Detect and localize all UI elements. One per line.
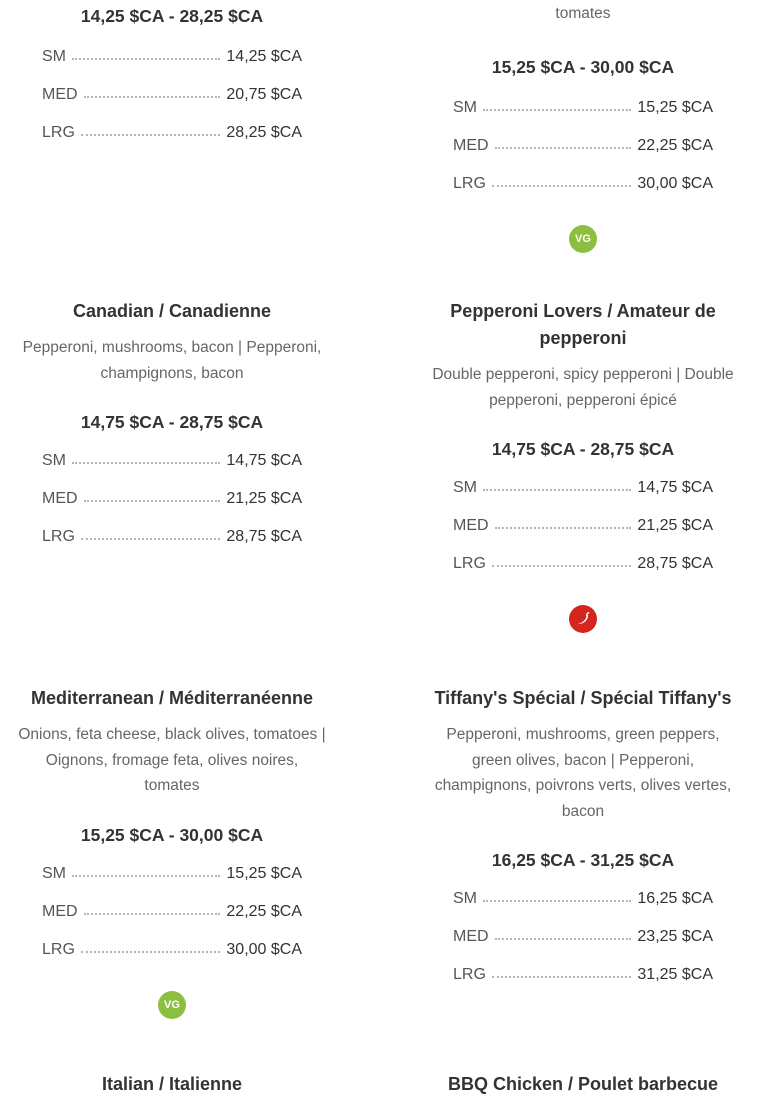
size-row-lrg — [453, 555, 713, 593]
price-range: 15,25 $CA - 30,00 $CA — [80, 824, 264, 845]
badge-text: VG — [575, 232, 591, 245]
size-row-med — [42, 86, 302, 124]
size-label: SM — [42, 864, 66, 882]
menu-item-card — [428, 1, 738, 253]
size-row-med — [453, 928, 713, 966]
size-label: SM — [42, 48, 66, 65]
dot-leader — [492, 976, 631, 978]
menu-item-card — [17, 685, 327, 1019]
dot-leader — [483, 900, 631, 902]
badge-text: VG — [164, 998, 180, 1011]
size-label: LRG — [42, 940, 75, 958]
size-label: MED — [42, 490, 78, 507]
size-price-list — [453, 890, 713, 1004]
dot-leader — [495, 938, 632, 940]
size-label: LRG — [42, 124, 75, 141]
size-price: 20,75 $CA — [226, 86, 302, 103]
size-label: SM — [453, 98, 477, 116]
dot-leader — [495, 147, 632, 149]
size-row-sm — [42, 452, 302, 490]
price-range: 14,75 $CA - 28,75 $CA — [491, 439, 675, 459]
item-title: Mediterranean / Méditerranéenne — [30, 688, 314, 708]
price-range: 14,75 $CA - 28,75 $CA — [80, 412, 264, 432]
size-label: LRG — [453, 966, 486, 983]
price-range: 15,25 $CA - 30,00 $CA — [491, 56, 675, 77]
menu-item-card — [428, 298, 738, 633]
size-price-list — [42, 865, 302, 979]
size-price: 23,25 $CA — [637, 928, 713, 945]
size-price: 14,25 $CA — [226, 48, 302, 65]
dot-leader — [84, 913, 221, 915]
size-price-list — [453, 99, 713, 213]
chili-pepper-glyph — [574, 610, 592, 628]
size-row-lrg — [453, 966, 713, 1004]
vegetarian-badge-icon — [158, 991, 186, 1019]
size-price: 22,25 $CA — [637, 136, 713, 154]
dot-leader — [483, 489, 631, 491]
size-row-med — [453, 137, 713, 175]
size-label: SM — [453, 890, 477, 907]
size-price: 21,25 $CA — [637, 517, 713, 534]
size-row-sm — [42, 48, 302, 86]
size-price: 28,25 $CA — [226, 124, 302, 141]
size-label: MED — [453, 517, 489, 534]
size-price: 14,75 $CA — [637, 479, 713, 496]
size-row-lrg — [42, 124, 302, 162]
size-row-sm — [42, 865, 302, 903]
size-row-med — [42, 490, 302, 528]
item-description: tomates — [555, 5, 611, 22]
dot-leader — [72, 462, 220, 464]
size-row-lrg — [42, 528, 302, 566]
size-row-lrg — [42, 941, 302, 979]
size-price: 28,75 $CA — [637, 555, 713, 572]
size-label: LRG — [453, 555, 486, 572]
menu-item-card — [17, 298, 327, 566]
size-row-sm — [453, 99, 713, 137]
item-description: Pepperoni, mushrooms, green peppers, green olives, bacon | Pepperoni, champignons, poivrons verts, olives vertes, bacon — [434, 726, 732, 820]
item-title: Canadian / Canadienne — [72, 301, 272, 321]
size-row-med — [453, 517, 713, 555]
size-label: LRG — [42, 528, 75, 545]
item-title: Italian / Italienne — [101, 1074, 243, 1094]
dot-leader — [81, 134, 220, 136]
size-row-sm — [453, 890, 713, 928]
item-description: Pepperoni, mushrooms, bacon | Pepperoni, champignons, bacon — [22, 339, 322, 382]
size-label: MED — [42, 902, 78, 920]
dot-leader — [492, 185, 631, 187]
size-price: 21,25 $CA — [226, 490, 302, 507]
dot-leader — [81, 951, 220, 953]
size-price: 15,25 $CA — [637, 98, 713, 116]
size-label: MED — [42, 86, 78, 103]
size-row-sm — [453, 479, 713, 517]
menu-item-card — [17, 4, 327, 162]
vegetarian-badge-icon — [569, 225, 597, 253]
size-price-list — [453, 479, 713, 593]
size-price: 16,25 $CA — [637, 890, 713, 907]
dot-leader — [72, 875, 220, 877]
size-label: MED — [453, 928, 489, 945]
dot-leader — [72, 58, 220, 60]
item-title: Tiffany's Spécial / Spécial Tiffany's — [434, 688, 732, 708]
dot-leader — [84, 500, 221, 502]
size-price: 15,25 $CA — [226, 864, 302, 882]
size-price: 14,75 $CA — [226, 452, 302, 469]
size-label: MED — [453, 136, 489, 154]
item-title: Pepperoni Lovers / Amateur de pepperoni — [450, 301, 716, 348]
size-price: 22,25 $CA — [226, 902, 302, 920]
dot-leader — [81, 538, 220, 540]
size-price: 28,75 $CA — [226, 528, 302, 545]
size-label: SM — [453, 479, 477, 496]
size-label: LRG — [453, 174, 486, 192]
size-row-med — [42, 903, 302, 941]
item-description: Onions, feta cheese, black olives, tomatoes | Oignons, fromage feta, olives noires, tomates — [18, 726, 326, 794]
dot-leader — [495, 527, 632, 529]
price-range: 16,25 $CA - 31,25 $CA — [491, 850, 675, 870]
size-price-list — [42, 452, 302, 566]
chili-pepper-icon — [569, 605, 597, 633]
size-row-lrg — [453, 175, 713, 213]
menu-item-card — [428, 685, 738, 1004]
size-price: 30,00 $CA — [226, 940, 302, 958]
dot-leader — [492, 565, 631, 567]
size-price: 31,25 $CA — [637, 966, 713, 983]
item-description: Double pepperoni, spicy pepperoni | Double pepperoni, pepperoni épicé — [432, 366, 734, 409]
dot-leader — [483, 109, 631, 111]
size-price: 30,00 $CA — [637, 174, 713, 192]
dot-leader — [84, 96, 221, 98]
price-range: 14,25 $CA - 28,25 $CA — [80, 6, 264, 26]
size-label: SM — [42, 452, 66, 469]
item-title: BBQ Chicken / Poulet barbecue — [447, 1074, 719, 1094]
size-price-list — [42, 48, 302, 162]
